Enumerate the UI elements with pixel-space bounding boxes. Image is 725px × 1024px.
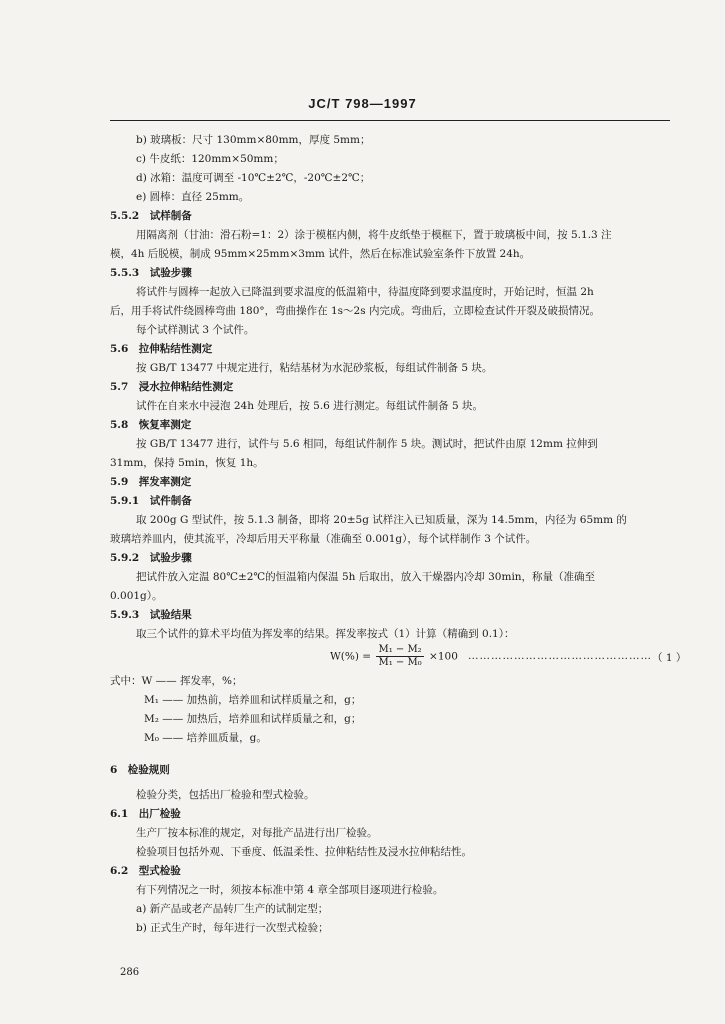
paragraph-line: 31mm，保持 5min，恢复 1h。 [110,457,264,469]
section-heading-5-5-2: 5.5.2 试样制备 [110,210,192,222]
formula-lhs: W(%) = [330,650,372,663]
section-heading-5-6: 5.6 拉伸粘结性测定 [110,343,213,355]
paragraph-line: 试件在自来水中浸泡 24h 处理后，按 5.6 进行测定。每组试件制备 5 块。 [136,400,484,412]
list-item: a) 新产品或老产品转厂生产的试制定型； [136,903,329,915]
list-item-glass-plate: b) 玻璃板：尺寸 130mm×80mm，厚度 5mm； [136,134,371,146]
list-item: b) 正式生产时，每年进行一次型式检验； [136,922,329,934]
paragraph-line: 检验项目包括外观、下垂度、低温柔性、拉伸粘结性及浸水拉伸粘结性。 [136,846,472,858]
paragraph-line: 取三个试件的算术平均值为挥发率的结果。挥发率按式（1）计算（精确到 0.1）： [136,628,515,640]
chapter-heading-6: 6 检验规则 [110,764,170,776]
variable-definition: M₂ —— 加热后，培养皿和试样质量之和，g； [144,713,362,725]
paragraph-line: 用隔离剂（甘油：滑石粉=1：2）涂于模框内侧，将牛皮纸垫于模框下，置于玻璃板中间，按 5.1.3 注 [136,229,612,241]
standard-header: JC/T 798—1997 [308,96,417,111]
paragraph-line: 生产厂按本标准的规定，对每批产品进行出厂检验。 [136,827,378,839]
section-heading-6-1: 6.1 出厂检验 [110,808,181,820]
formula-denominator: M₁ − M₀ [378,657,422,668]
formula-fraction [376,644,423,669]
section-heading-5-9-3: 5.9.3 试验结果 [110,609,192,621]
paragraph-line: 每个试样测试 3 个试件。 [136,324,255,336]
variable-definition: M₀ —— 培养皿质量，g。 [144,732,267,744]
list-item-freezer: d) 冰箱：温度可调至 -10℃±2℃，-20℃±2℃； [136,172,371,184]
formula-leader-dots: ………………………………………… [468,650,652,662]
section-heading-5-9: 5.9 挥发率测定 [110,476,192,488]
section-heading-5-9-2: 5.9.2 试验步骤 [110,552,192,564]
formula-rhs: ×100 [429,650,458,663]
formula-numerator: M₁ − M₂ [378,644,422,655]
paragraph-line: 检验分类，包括出厂检验和型式检验。 [136,789,315,801]
paragraph-line: 将试件与圆棒一起放入已降温到要求温度的低温箱中，待温度降到要求温度时，开始记时，恒温 2h [136,286,594,298]
volatility-formula [330,644,458,669]
variable-definition: 式中：W —— 挥发率，%； [110,675,243,687]
section-heading-5-7: 5.7 浸水拉伸粘结性测定 [110,381,234,393]
section-heading-5-5-3: 5.5.3 试验步骤 [110,267,192,279]
paragraph-line: 模，4h 后脱模，制成 95mm×25mm×3mm 试件，然后在标准试验室条件下放置 24h。 [110,248,531,260]
section-heading-5-8: 5.8 恢复率测定 [110,419,192,431]
list-item-kraft-paper: c) 牛皮纸：120mm×50mm； [136,153,284,165]
paragraph-line: 玻璃培养皿内，使其流平，冷却后用天平称量（准确至 0.001g），每个试样制作 3 个试件。 [110,533,537,545]
paragraph-line: 取 200g G 型试件，按 5.1.3 制备，即将 20±5g 试样注入已知质量，深为 14.5mm，内径为 65mm 的 [136,514,627,526]
paragraph-line: 后，用手将试件绕圆棒弯曲 180°，弯曲操作在 1s～2s 内完成。弯曲后，立即检查试件开裂及破损情况。 [110,305,600,317]
paragraph-line: 把试件放入定温 80℃±2℃的恒温箱内保温 5h 后取出，放入干燥器内冷却 30min，称量（准确至 [136,571,596,583]
equation-number: （ 1 ） [652,652,687,664]
page-number: 286 [120,967,140,978]
section-heading-6-2: 6.2 型式检验 [110,865,181,877]
variable-definition: M₁ —— 加热前，培养皿和试样质量之和，g； [144,694,362,706]
paragraph-line: 按 GB/T 13477 中规定进行，粘结基材为水泥砂浆板，每组试件制备 5 块。 [136,362,493,374]
paragraph-line: 0.001g）。 [110,590,163,602]
section-heading-5-9-1: 5.9.1 试件制备 [110,495,192,507]
header-rule [110,120,670,121]
paragraph-line: 按 GB/T 13477 进行，试件与 5.6 相同，每组试件制作 5 块。测试时，把试件由原 12mm 拉伸到 [136,438,598,450]
list-item-round-rod: e) 圆棒：直径 25mm。 [136,191,250,203]
paragraph-line: 有下列情况之一时，须按本标准中第 4 章全部项目逐项进行检验。 [136,884,444,896]
